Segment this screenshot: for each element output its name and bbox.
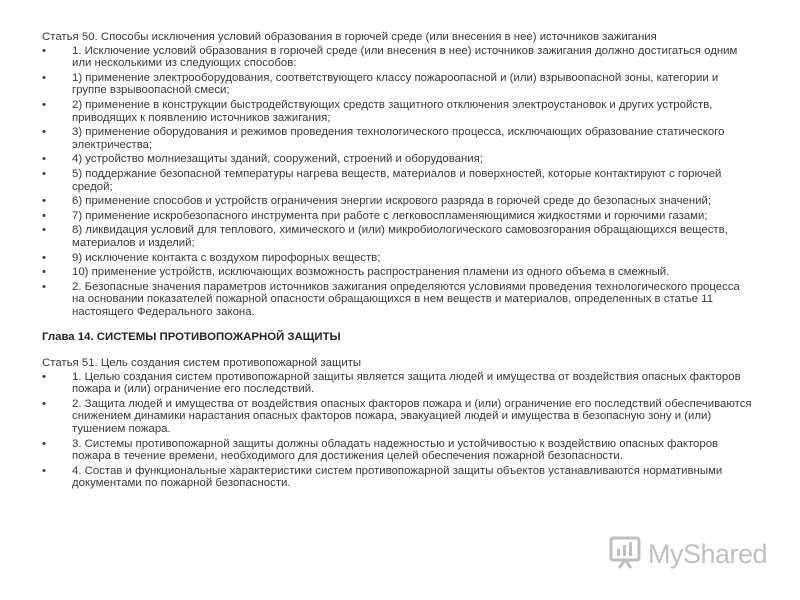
article-50-title: Статья 50. Способы исключения условий образования в горючей среде (или внесения в нее) источников зажигания [42,31,657,43]
article-51-list [42,371,754,490]
myshared-logo [608,536,767,572]
list-item: • 1. Целью создания систем противопожарной защиты является защита людей и имущества от воздействия опасных факторов пожара и (или) ограничение его последствий. [42,371,754,396]
presentation-board-icon [608,535,642,573]
list-item: • 1. Исключение условий образования в горючей среде (или внесения в нее) источников зажигания должно достигаться одним или несколькими из следующих способов: [42,45,754,70]
chapter-14-heading: Глава 14. СИСТЕМЫ ПРОТИВОПОЖАРНОЙ ЗАЩИТЫ [42,331,341,344]
list-item: • 7) применение искробезопасного инструмента при работе с легковоспламеняющимися жидкостями и горючими газами; [42,210,754,223]
article-50-list [42,45,754,319]
list-item: • 5) поддержание безопасной температуры нагрева веществ, материалов и поверхностей, которые контактируют с горючей средой; [42,168,754,193]
article-51-title: Статья 51. Цель создания систем противопожарной защиты [42,357,362,370]
list-item: • 10) применение устройств, исключающих возможность распространения пламени из одного объема в смежный. [42,266,754,279]
list-item: • 2) применение в конструкции быстродействующих средств защитного отключения электроустановок и других устройств, приводящих к появлению источников зажигания; [42,99,754,124]
list-item: • 3) применение оборудования и режимов проведения технологического процесса, исключающих образование статического электричества; [42,126,754,151]
document-content [42,31,754,492]
list-item: • 3. Системы противопожарной защиты должны обладать надежностью и устойчивостью к воздействию опасных факторов пожара в течение времени, необходимого для достижения целей обеспечения пожарной безопасности. [42,438,754,463]
list-item: • 2. Безопасные значения параметров источников зажигания определяются условиями проведения технологического процесса на основании показателей пожарной опасности обращающихся в нем веществ и материалов, определенных в статье 11 настоящего Федерального закона. [42,281,754,319]
list-item: • 9) исключение контакта с воздухом пирофорных веществ; [42,252,754,265]
list-item: • 2. Защита людей и имущества от воздействия опасных факторов пожара и (или) ограничение его последствий обеспечиваются снижением динамики нарастания опасных факторов пожара, эвакуацией людей и имущества в безопасную зону и (или) тушением пожара. [42,398,754,436]
list-item: • 8) ликвидация условий для теплового, химического и (или) микробиологического самовозгорания обращающихся веществ, материалов и изделий; [42,224,754,249]
list-item: • 4) устройство молниезащиты зданий, сооружений, строений и оборудования; [42,153,754,166]
list-item: • 1) применение электрооборудования, соответствующего классу пожароопасной и (или) взрывоопасной зоны, категории и группе взрывоопасной смеси; [42,72,754,97]
list-item: • 4. Состав и функциональные характеристики систем противопожарной защиты объектов устанавливаются нормативными документами по пожарной безопасности. [42,465,754,490]
watermark-text: MyShared [648,538,768,569]
list-item: • 6) применение способов и устройств ограничения энергии искрового разряда в горючей среде до безопасных значений; [42,195,754,208]
